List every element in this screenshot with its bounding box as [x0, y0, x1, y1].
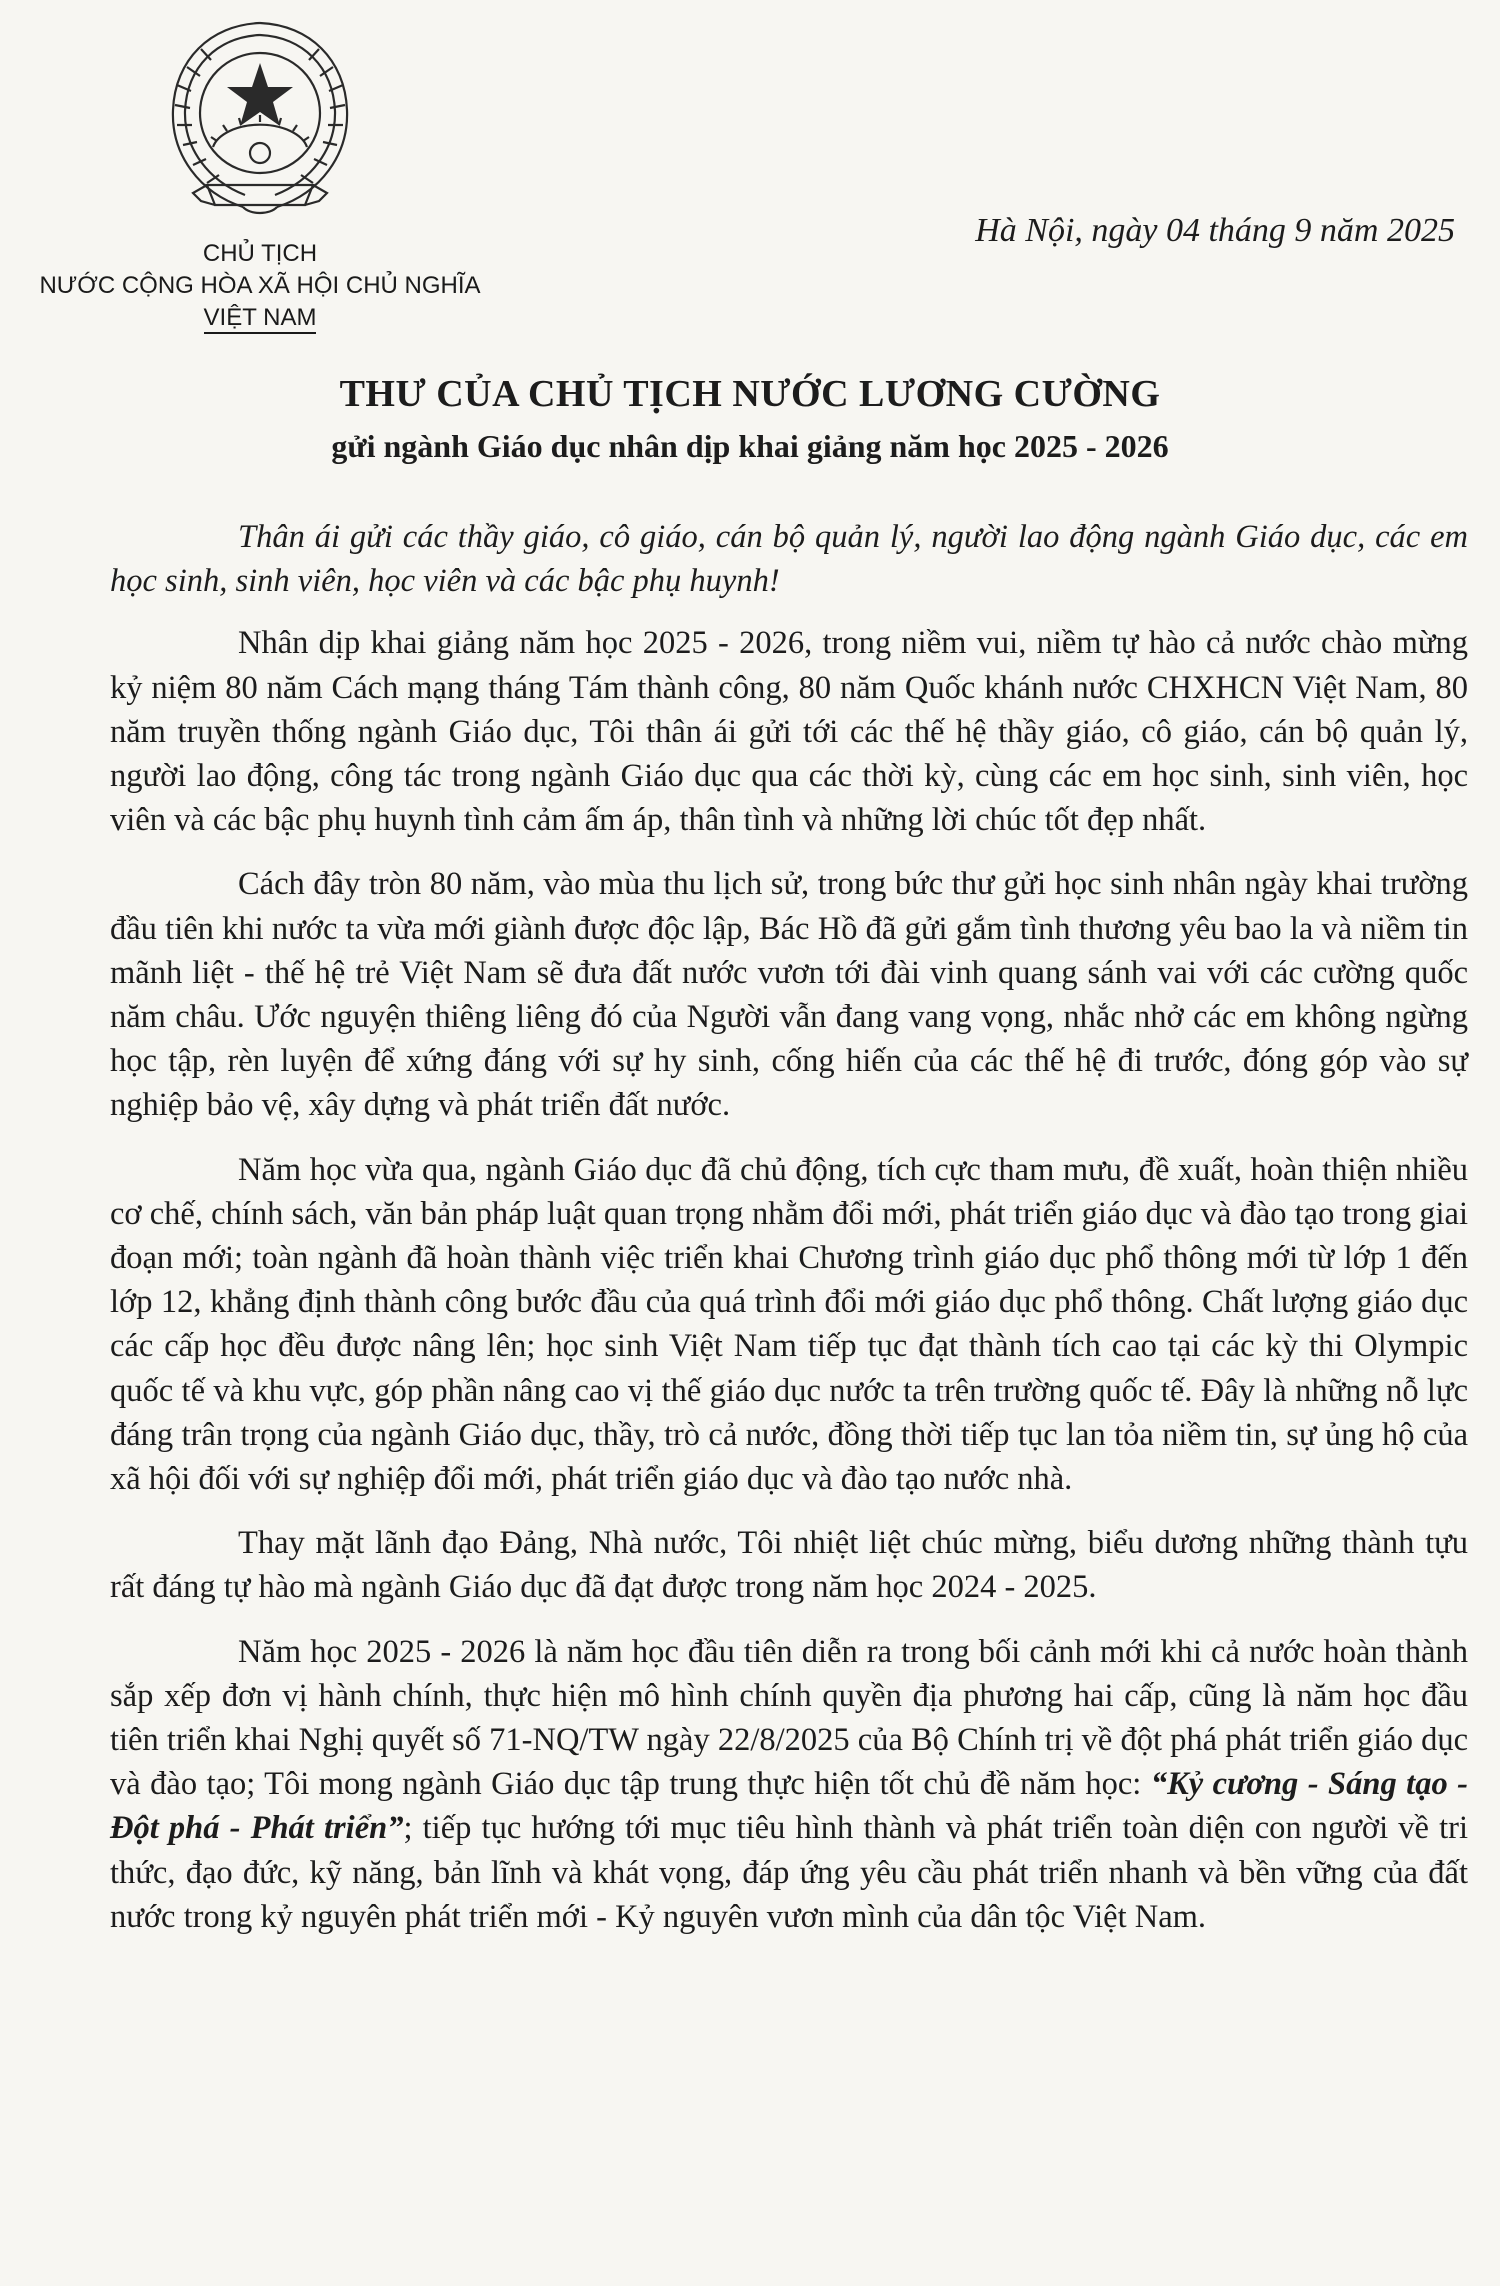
letter-body	[110, 515, 1468, 1959]
letter-subtitle: gửi ngành Giáo dục nhân dịp khai giảng năm học 2025 - 2026	[331, 428, 1169, 464]
paragraph-5-text: Năm học 2025 - 2026 là năm học đầu tiên diễn ra trong bối cảnh mới khi cả nước hoàn thành sắp xếp đơn vị hành chính, thực hiện mô hình chính quyền địa phương hai cấp, cũng là năm học đầu tiên triển khai Nghị quyết số 71-NQ/TW ngày 22/8/2025 của Bộ Chính trị về đột phá phát triển giáo dục và đào tạo; Tôi mong ngành Giáo dục tập trung thực hiện tốt chủ đề năm học:	[110, 1633, 1468, 1803]
paragraph-2: Cách đây tròn 80 năm, vào mùa thu lịch sử, trong bức thư gửi học sinh nhân ngày khai trường đầu tiên khi nước ta vừa mới giành được độc lập, Bác Hồ đã gửi gắm tình thương yêu bao la và niềm tin mãnh liệt - thế hệ trẻ Việt Nam sẽ đưa đất nước vươn tới đài vinh quang sánh vai với các cường quốc năm châu. Ước nguyện thiêng liêng đó của Người vẫn đang vang vọng, nhắc nhở các em không ngừng học tập, rèn luyện để xứng đáng với sự hy sinh, cống hiến của các thế hệ đi trước, đóng góp vào sự nghiệp bảo vệ, xây dựng và phát triển đất nước.	[110, 866, 1468, 1124]
letter-title: THƯ CỦA CHỦ TỊCH NƯỚC LƯƠNG CƯỜNG	[339, 373, 1161, 415]
paragraph-5	[110, 1630, 1468, 1939]
paragraph-3: Năm học vừa qua, ngành Giáo dục đã chủ động, tích cực tham mưu, đề xuất, hoàn thiện nhiều cơ chế, chính sách, văn bản pháp luật quan trọng nhằm đổi mới, phát triển giáo dục và đào tạo trong giai đoạn mới; toàn ngành đã hoàn thành việc triển khai Chương trình giáo dục phổ thông mới từ lớp 1 đến lớp 12, khẳng định thành công bước đầu của quá trình đổi mới giáo dục phổ thông. Chất lượng giáo dục các cấp học đều được nâng lên; học sinh Việt Nam tiếp tục đạt thành tích cao tại các kỳ thi Olympic quốc tế và khu vực, góp phần nâng cao vị thế giáo dục nước ta trên trường quốc tế. Đây là những nỗ lực đáng trân trọng của ngành Giáo dục, thầy, trò cả nước, đồng thời tiếp tục lan tỏa niềm tin, sự ủng hộ của xã hội đối với sự nghiệp đổi mới, phát triển giáo dục và đào tạo nước nhà.	[110, 1151, 1468, 1498]
national-emblem-icon	[155, 15, 365, 230]
issuer-country-name: VIỆT NAM	[204, 304, 317, 334]
issuer-country-line: NƯỚC CỘNG HÒA XÃ HỘI CHỦ NGHĨA	[39, 272, 481, 299]
greeting: Thân ái gửi các thầy giáo, cô giáo, cán bộ quản lý, người lao động ngành Giáo dục, các em học sinh, sinh viên, học viên và các bậc phụ huynh!	[110, 519, 1468, 600]
paragraph-4: Thay mặt lãnh đạo Đảng, Nhà nước, Tôi nhiệt liệt chúc mừng, biểu dương những thành tựu rất đáng tự hào mà ngành Giáo dục đã đạt được trong năm học 2024 - 2025.	[110, 1525, 1468, 1606]
issuer-block	[0, 238, 520, 334]
place-date: Hà Nội, ngày 04 tháng 9 năm 2025	[975, 212, 1455, 249]
issuer-title: CHỦ TỊCH	[202, 240, 318, 267]
paragraph-1: Nhân dịp khai giảng năm học 2025 - 2026, trong niềm vui, niềm tự hào cả nước chào mừng kỷ niệm 80 năm Cách mạng tháng Tám thành công, 80 năm Quốc khánh nước CHXHCN Việt Nam, 80 năm truyền thống ngành Giáo dục, Tôi thân ái gửi tới các thế hệ thầy giáo, cô giáo, cán bộ quản lý, người lao động, công tác trong ngành Giáo dục qua các thời kỳ, cùng các em học sinh, sinh viên, học viên và các bậc phụ huynh tình cảm ấm áp, thân tình và những lời chúc tốt đẹp nhất.	[110, 625, 1468, 839]
year-theme-quote: “Kỷ cương - Sáng tạo - Đột phá - Phát triển”	[110, 1766, 1468, 1847]
paragraph-5-text-end: ; tiếp tục hướng tới mục tiêu hình thành và phát triển toàn diện con người về tri thức, đạo đức, kỹ năng, bản lĩnh và khát vọng, đáp ứng yêu cầu phát triển nhanh và bền vững của đất nước trong kỷ nguyên phát triển mới - Kỷ nguyên vươn mình của dân tộc Việt Nam.	[110, 1810, 1468, 1935]
